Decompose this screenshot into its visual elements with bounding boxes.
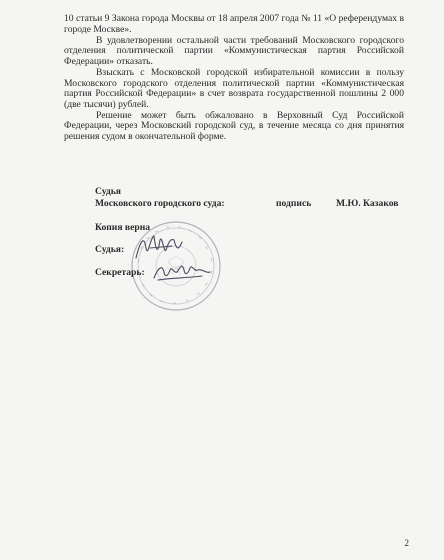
paragraph-2: В удовлетворении остальной части требований Московского городского отделения политической партии «Коммунистическая партия Российской Федерации» отказать. (64, 34, 404, 67)
page-number: 2 (404, 538, 409, 548)
secretary-label: Секретарь: (95, 267, 145, 278)
judge-label: Судья: (95, 244, 125, 255)
paragraph-3: Взыскать с Московской городской избирательной комиссии в пользу Московского городского отделения политической партии «Коммунистическая партия Российской Федерации» в счет возврата государственной пошлины 2 000 (две тысячи) рублей. (64, 66, 404, 110)
signature-placeholder: подпись (276, 198, 312, 209)
paragraph-1: 10 статьи 9 Закона города Москвы от 18 апреля 2007 года № 11 «О референдумах в городе Москве». (64, 13, 404, 35)
judge-name: М.Ю. Казаков (336, 198, 399, 209)
judge-title-line2: Московского городского суда: (95, 198, 225, 209)
secretary-handwritten-signature (150, 254, 214, 286)
paragraph-4: Решение может быть обжаловано в Верховный Суд Российской Федерации, через Московский городской суд, в течение месяца со дня принятия решения судом в окончательной форме. (64, 109, 404, 143)
copy-certified-label: Копия верна (95, 222, 151, 233)
document-body (64, 14, 404, 143)
judge-title-line1: Судья (95, 186, 121, 197)
